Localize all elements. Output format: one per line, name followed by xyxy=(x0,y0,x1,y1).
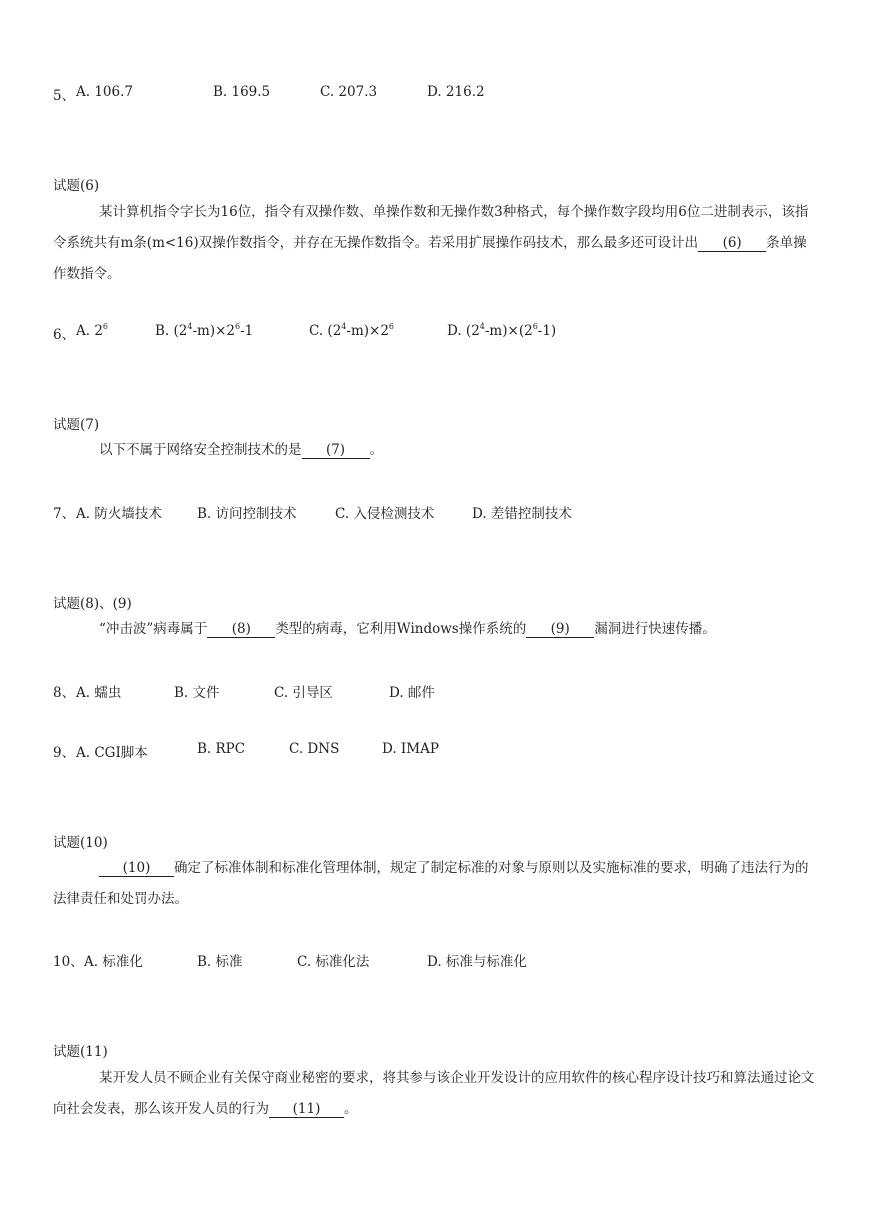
q89-title: 试题(8)、(9) xyxy=(53,596,132,612)
q10-option-b: B. 标准 xyxy=(197,954,243,970)
q6-stem xyxy=(53,197,819,290)
q6-option-d: D. $(2^4-m)\times(2^6-1)$ xyxy=(447,322,557,339)
q5-number: 5、 xyxy=(53,88,76,104)
q11-blank: (11) xyxy=(269,1102,344,1118)
q11-stem xyxy=(53,1063,819,1125)
q8-option-d: D. 邮件 xyxy=(389,685,435,701)
q10-option-c: C. 标准化法 xyxy=(297,954,370,970)
q10-option-d: D. 标准与标准化 xyxy=(427,954,527,970)
q8-number: 8、 xyxy=(53,685,76,701)
q9-option-a: A. CGI脚本 xyxy=(76,745,148,761)
q6-option-b: B. $(2^4-m)\times 2^6-1$ xyxy=(155,322,254,339)
q6-option-c: C. $(2^4-m)\times 2^6$ xyxy=(309,322,395,339)
q10-stem xyxy=(53,853,819,915)
q89-stem xyxy=(53,614,819,645)
q7-number: 7、 xyxy=(53,506,76,522)
q5-option-b: B. 169.5 xyxy=(213,84,271,100)
q8-option-a: A. 蠕虫 xyxy=(76,685,122,701)
q8-option-c: C. 引导区 xyxy=(274,685,333,701)
q6-number: 6、 xyxy=(53,327,76,343)
q11-text-2: 。 xyxy=(344,1101,358,1117)
q6-title: 试题(6) xyxy=(53,178,100,194)
q10-title: 试题(10) xyxy=(53,835,108,851)
q9-option-d: D. IMAP xyxy=(382,741,439,757)
q5-option-d: D. 216.2 xyxy=(427,84,485,100)
q5-option-c: C. 207.3 xyxy=(320,84,378,100)
q8-option-b: B. 文件 xyxy=(174,685,220,701)
q9-option-b: B. RPC xyxy=(197,741,246,757)
q9-number: 9、 xyxy=(53,745,76,761)
q7-text-1: 以下不属于网络安全控制技术的是 xyxy=(99,442,302,458)
q89-blank-9: (9) xyxy=(526,622,594,638)
q7-option-d: D. 差错控制技术 xyxy=(472,506,572,522)
q7-option-a: A. 防火墙技术 xyxy=(76,506,162,522)
q5-option-a: A. 106.7 xyxy=(76,84,133,100)
q7-option-b: B. 访问控制技术 xyxy=(197,506,297,522)
q6-option-a: A. $2^6$ xyxy=(76,322,109,339)
q89-text-3: 漏洞进行快速传播。 xyxy=(594,621,716,637)
q7-title: 试题(7) xyxy=(53,417,100,433)
q7-blank: (7) xyxy=(302,443,370,459)
q10-text-1: 确定了标准体制和标准化管理体制，规定了制定标准的对象与原则以及实施标准的要求，明确了违法行为的法律责任和处罚办法。 xyxy=(53,860,809,907)
q89-text-2: 类型的病毒，它利用Windows操作系统的 xyxy=(275,621,527,637)
q9-option-c: C. DNS xyxy=(289,741,340,757)
q10-option-a: A. 标准化 xyxy=(84,954,143,970)
q6-blank: (6) xyxy=(698,236,766,252)
q6-text-2: 条单操作数指令。 xyxy=(53,235,807,282)
q10-number: 10、 xyxy=(53,954,84,970)
q6-text-1: 某计算机指令字长为16位，指令有双操作数、单操作数和无操作数3种格式，每个操作数字段均用6位二进制表示，该指令系统共有m条(m<16)双操作数指令，并存在无操作数指令。若采用扩展操作码技术，那么最多还可设计出 xyxy=(53,204,809,251)
q10-blank: (10) xyxy=(99,861,174,877)
q89-text-1: “冲击波”病毒属于 xyxy=(99,621,208,637)
q11-title: 试题(11) xyxy=(53,1044,108,1060)
q89-blank-8: (8) xyxy=(207,622,275,638)
q7-stem xyxy=(53,435,819,466)
q11-text-1: 某开发人员不顾企业有关保守商业秘密的要求，将其参与该企业开发设计的应用软件的核心程序设计技巧和算法通过论文向社会发表，那么该开发人员的行为 xyxy=(53,1070,815,1117)
q7-text-2: 。 xyxy=(369,442,383,458)
q7-option-c: C. 入侵检测技术 xyxy=(335,506,435,522)
